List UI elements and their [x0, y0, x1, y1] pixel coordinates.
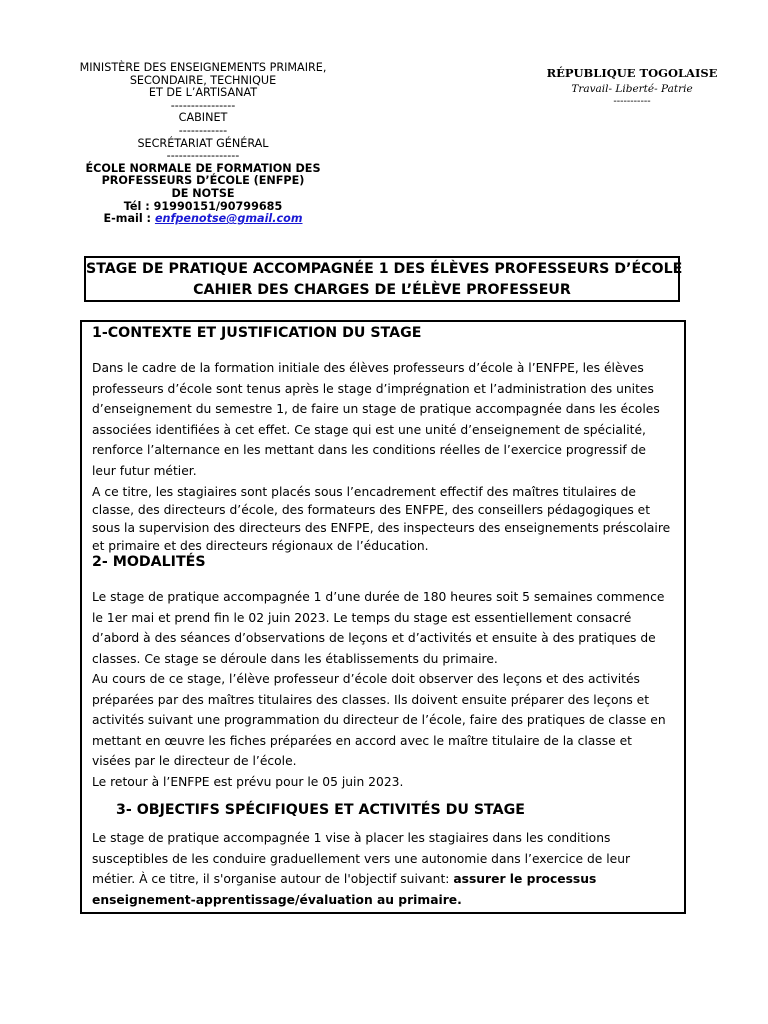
paragraph-line: classe, des directeurs d’école, des formateurs des ENFPE, des conseillers pédagogiques et	[92, 503, 651, 517]
title-line-2: CAHIER DES CHARGES DE L’ÉLÈVE PROFESSEUR	[193, 282, 571, 298]
paragraph-line: préparées par des maîtres titulaires des classes. Ils doivent ensuite préparer des leçons et	[92, 692, 650, 707]
separator-2: ------------	[178, 123, 228, 137]
paragraph-line: le 1er mai et prend fin le 02 juin 2023. Le temps du stage est essentiellement consacré	[92, 610, 632, 625]
school-phone: Tél : 91990151/90799685	[123, 199, 283, 213]
email-label: E-mail :	[103, 212, 155, 226]
separator-1: ----------------	[170, 98, 236, 112]
republic-name: RÉPUBLIQUE TOGOLAISE	[546, 66, 718, 80]
paragraph-line: professeurs d’école sont tenus après le stage d’imprégnation et l’administration des unites	[92, 381, 654, 396]
republic-separator: -----------	[613, 96, 651, 107]
paragraph-line: Le stage de pratique accompagnée 1 vise à placer les stagiaires dans les conditions	[92, 831, 611, 845]
cabinet-label: CABINET	[178, 111, 228, 125]
separator-3: ------------------	[166, 149, 240, 163]
paragraph-line: mettant en œuvre les fiches préparées en accord avec le maître titulaire de la classe et	[92, 733, 632, 748]
paragraph-line: Dans le cadre de la formation initiale des élèves professeurs d’école à l’ENFPE, les élèves	[92, 361, 644, 375]
objective-bold-start: assurer le processus	[453, 872, 597, 886]
paragraph-line	[92, 869, 680, 890]
paragraph-line: classes. Ce stage se déroule dans les établissements du primaire.	[92, 651, 498, 666]
content-box	[80, 320, 686, 914]
paragraph-line: renforce l’alternance en les mettant dans les conditions réelles de l’exercice progressif de	[92, 443, 646, 457]
paragraph-line: activités suivant une programmation du directeur de l’école, faire des pratiques de classe en	[92, 713, 666, 727]
paragraph-line	[92, 890, 680, 911]
section-3-heading: 3- OBJECTIFS SPÉCIFIQUES ET ACTIVITÉS DU STAGE	[116, 802, 525, 818]
section-2-heading: 2- MODALITÉS	[92, 554, 206, 570]
objective-intro: métier. À ce titre, il s'organise autour de l'objectif suivant:	[92, 872, 454, 886]
section-2-paragraph	[92, 587, 680, 792]
paragraph-line: associées identifiées à cet effet. Ce stage qui est une unité d’enseignement de spécialité,	[92, 422, 646, 437]
paragraph-line: Au cours de ce stage, l’élève professeur d’école doit observer des leçons et des activités	[92, 672, 640, 686]
section-1-paragraph-2	[92, 483, 680, 555]
email-link[interactable]: enfpenotse@gmail.com	[154, 212, 303, 226]
ministry-name-line-1: MINISTÈRE DES ENSEIGNEMENTS PRIMAIRE,	[79, 61, 327, 74]
paragraph-line: visées par le directeur de l’école.	[92, 754, 297, 768]
section-3-paragraph	[92, 828, 680, 910]
ministry-header	[60, 62, 346, 226]
section-1-heading: 1-CONTEXTE ET JUSTIFICATION DU STAGE	[92, 325, 422, 341]
document-title-box	[84, 256, 683, 302]
paragraph-line: leur futur métier.	[92, 463, 197, 478]
secretariat-label: SECRÉTARIAT GÉNÉRAL	[137, 136, 269, 150]
paragraph-line: susceptibles de les conduire graduellement vers une autonomie dans l’exercice de leur	[92, 851, 631, 866]
paragraph-line: d’abord à des séances d’observations de leçons et d’activités et ensuite à des pratiques de	[92, 631, 656, 645]
ministry-name-line-3: ET DE L’ARTISANAT	[148, 86, 258, 100]
paragraph-line: Le retour à l’ENFPE est prévu pour le 05 juin 2023.	[92, 774, 404, 789]
paragraph-line: d’enseignement du semestre 1, de faire un stage de pratique accompagnée dans les écoles	[92, 402, 660, 416]
title-line-1: STAGE DE PRATIQUE ACCOMPAGNÉE 1 DES ÉLÈVES PROFESSEURS D’ÉCOLE	[86, 261, 683, 277]
paragraph-line: A ce titre, les stagiaires sont placés sous l’encadrement effectif des maîtres titulaires de	[92, 485, 636, 499]
section-1-paragraph-1	[92, 358, 680, 481]
school-name-line-1: ÉCOLE NORMALE DE FORMATION DES	[85, 161, 321, 175]
paragraph-line: Le stage de pratique accompagnée 1 d’une durée de 180 heures soit 5 semaines commence	[92, 590, 665, 604]
paragraph-line: et primaire et des directeurs régionaux de l’éducation.	[92, 539, 429, 553]
school-name-line-3: DE NOTSE	[171, 186, 235, 200]
republic-header	[530, 66, 734, 107]
ministry-name-line-2: SECONDAIRE, TECHNIQUE	[129, 73, 277, 87]
republic-motto: Travail- Liberté- Patrie	[571, 83, 693, 95]
paragraph-line: sous la supervision des directeurs des ENFPE, des inspecteurs des enseignements préscolaire	[92, 521, 671, 535]
school-email-line	[60, 213, 346, 226]
objective-bold-end: enseignement-apprentissage/évaluation au primaire.	[92, 892, 462, 907]
school-name-line-2: PROFESSEURS D’ÉCOLE (ENFPE)	[101, 174, 305, 188]
